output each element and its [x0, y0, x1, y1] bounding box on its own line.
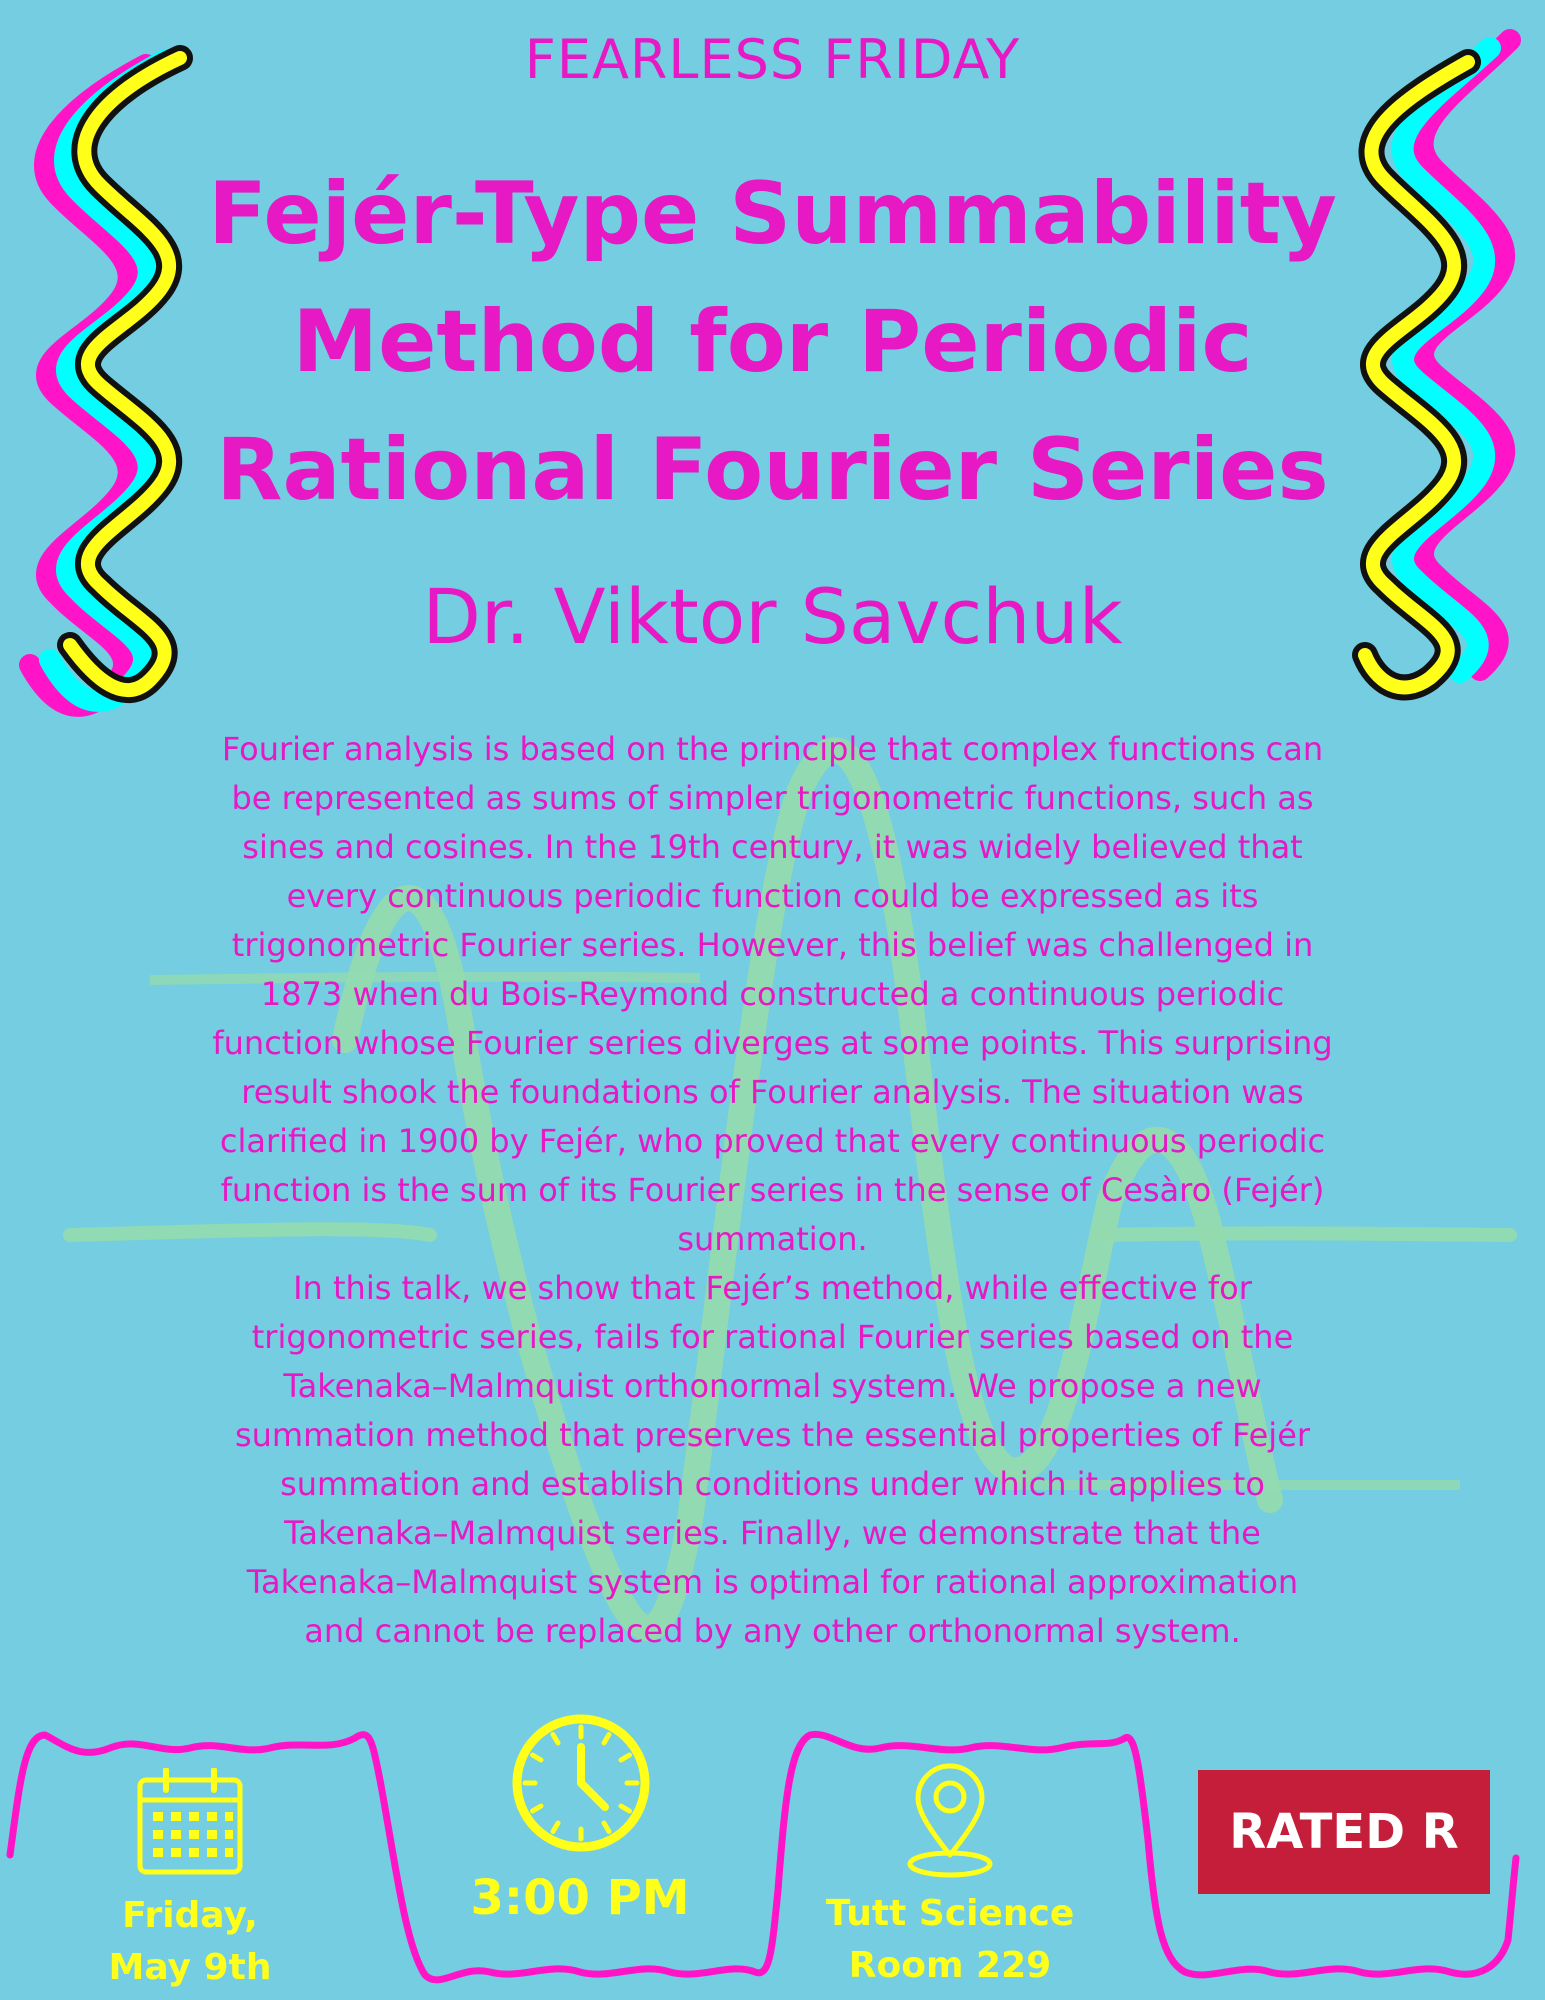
abstract-line: Takenaka–Malmquist system is optimal for rational approximation [246, 1563, 1299, 1601]
abstract-line: 1873 when du Bois-Reymond constructed a continuous periodic [260, 975, 1285, 1013]
event-date-weekday: Friday, [122, 1895, 258, 1936]
abstract-line: summation and establish conditions under which it applies to [280, 1465, 1265, 1503]
event-location-room: Room 229 [848, 1945, 1052, 1986]
abstract-line: function whose Fourier series diverges at some points. This surprising [212, 1024, 1333, 1062]
event-location [800, 1888, 1100, 1992]
clock-icon [510, 1712, 652, 1854]
abstract-line: In this talk, we show that Fejér’s method, while effective for [293, 1269, 1252, 1307]
abstract-paragraph-1 [150, 725, 1395, 1264]
abstract-line: result shook the foundations of Fourier analysis. The situation was [241, 1073, 1304, 1111]
event-date-day: May 9th [108, 1947, 272, 1988]
event-date [75, 1890, 305, 1994]
speaker-name: Dr. Viktor Savchuk [422, 572, 1123, 661]
talk-title [190, 150, 1355, 534]
event-location-building: Tutt Science [825, 1893, 1075, 1934]
event-time: 3:00 PM [470, 1870, 690, 1926]
rating-badge: RATED R [1198, 1770, 1490, 1894]
abstract [150, 725, 1395, 1656]
event-series-label: FEARLESS FRIDAY [524, 28, 1021, 91]
talk-title-line: Rational Fourier Series [216, 420, 1329, 520]
abstract-line: and cannot be replaced by any other orthonormal system. [304, 1612, 1241, 1650]
calendar-icon [136, 1768, 246, 1878]
abstract-line: trigonometric Fourier series. However, this belief was challenged in [231, 926, 1314, 964]
talk-title-line: Method for Periodic [292, 292, 1253, 392]
abstract-line: function is the sum of its Fourier series in the sense of Cesàro (Fejér) [220, 1171, 1325, 1209]
abstract-line: every continuous periodic function could be expressed as its [286, 877, 1259, 915]
abstract-line: Fourier analysis is based on the principle that complex functions can [221, 730, 1324, 768]
location-pin-icon [900, 1760, 1000, 1880]
abstract-line: Takenaka–Malmquist orthonormal system. We propose a new [283, 1367, 1262, 1405]
abstract-paragraph-2 [150, 1264, 1395, 1656]
abstract-line: sines and cosines. In the 19th century, it was widely believed that [242, 828, 1303, 866]
abstract-line: summation. [677, 1220, 868, 1258]
abstract-line: be represented as sums of simpler trigonometric functions, such as [231, 779, 1314, 817]
abstract-line: summation method that preserves the essential properties of Fejér [234, 1416, 1311, 1454]
talk-title-line: Fejér-Type Summability [208, 164, 1337, 264]
abstract-line: clarified in 1900 by Fejér, who proved that every continuous periodic [219, 1122, 1326, 1160]
abstract-line: Takenaka–Malmquist series. Finally, we demonstrate that the [284, 1514, 1261, 1552]
abstract-line: trigonometric series, fails for rational Fourier series based on the [251, 1318, 1294, 1356]
